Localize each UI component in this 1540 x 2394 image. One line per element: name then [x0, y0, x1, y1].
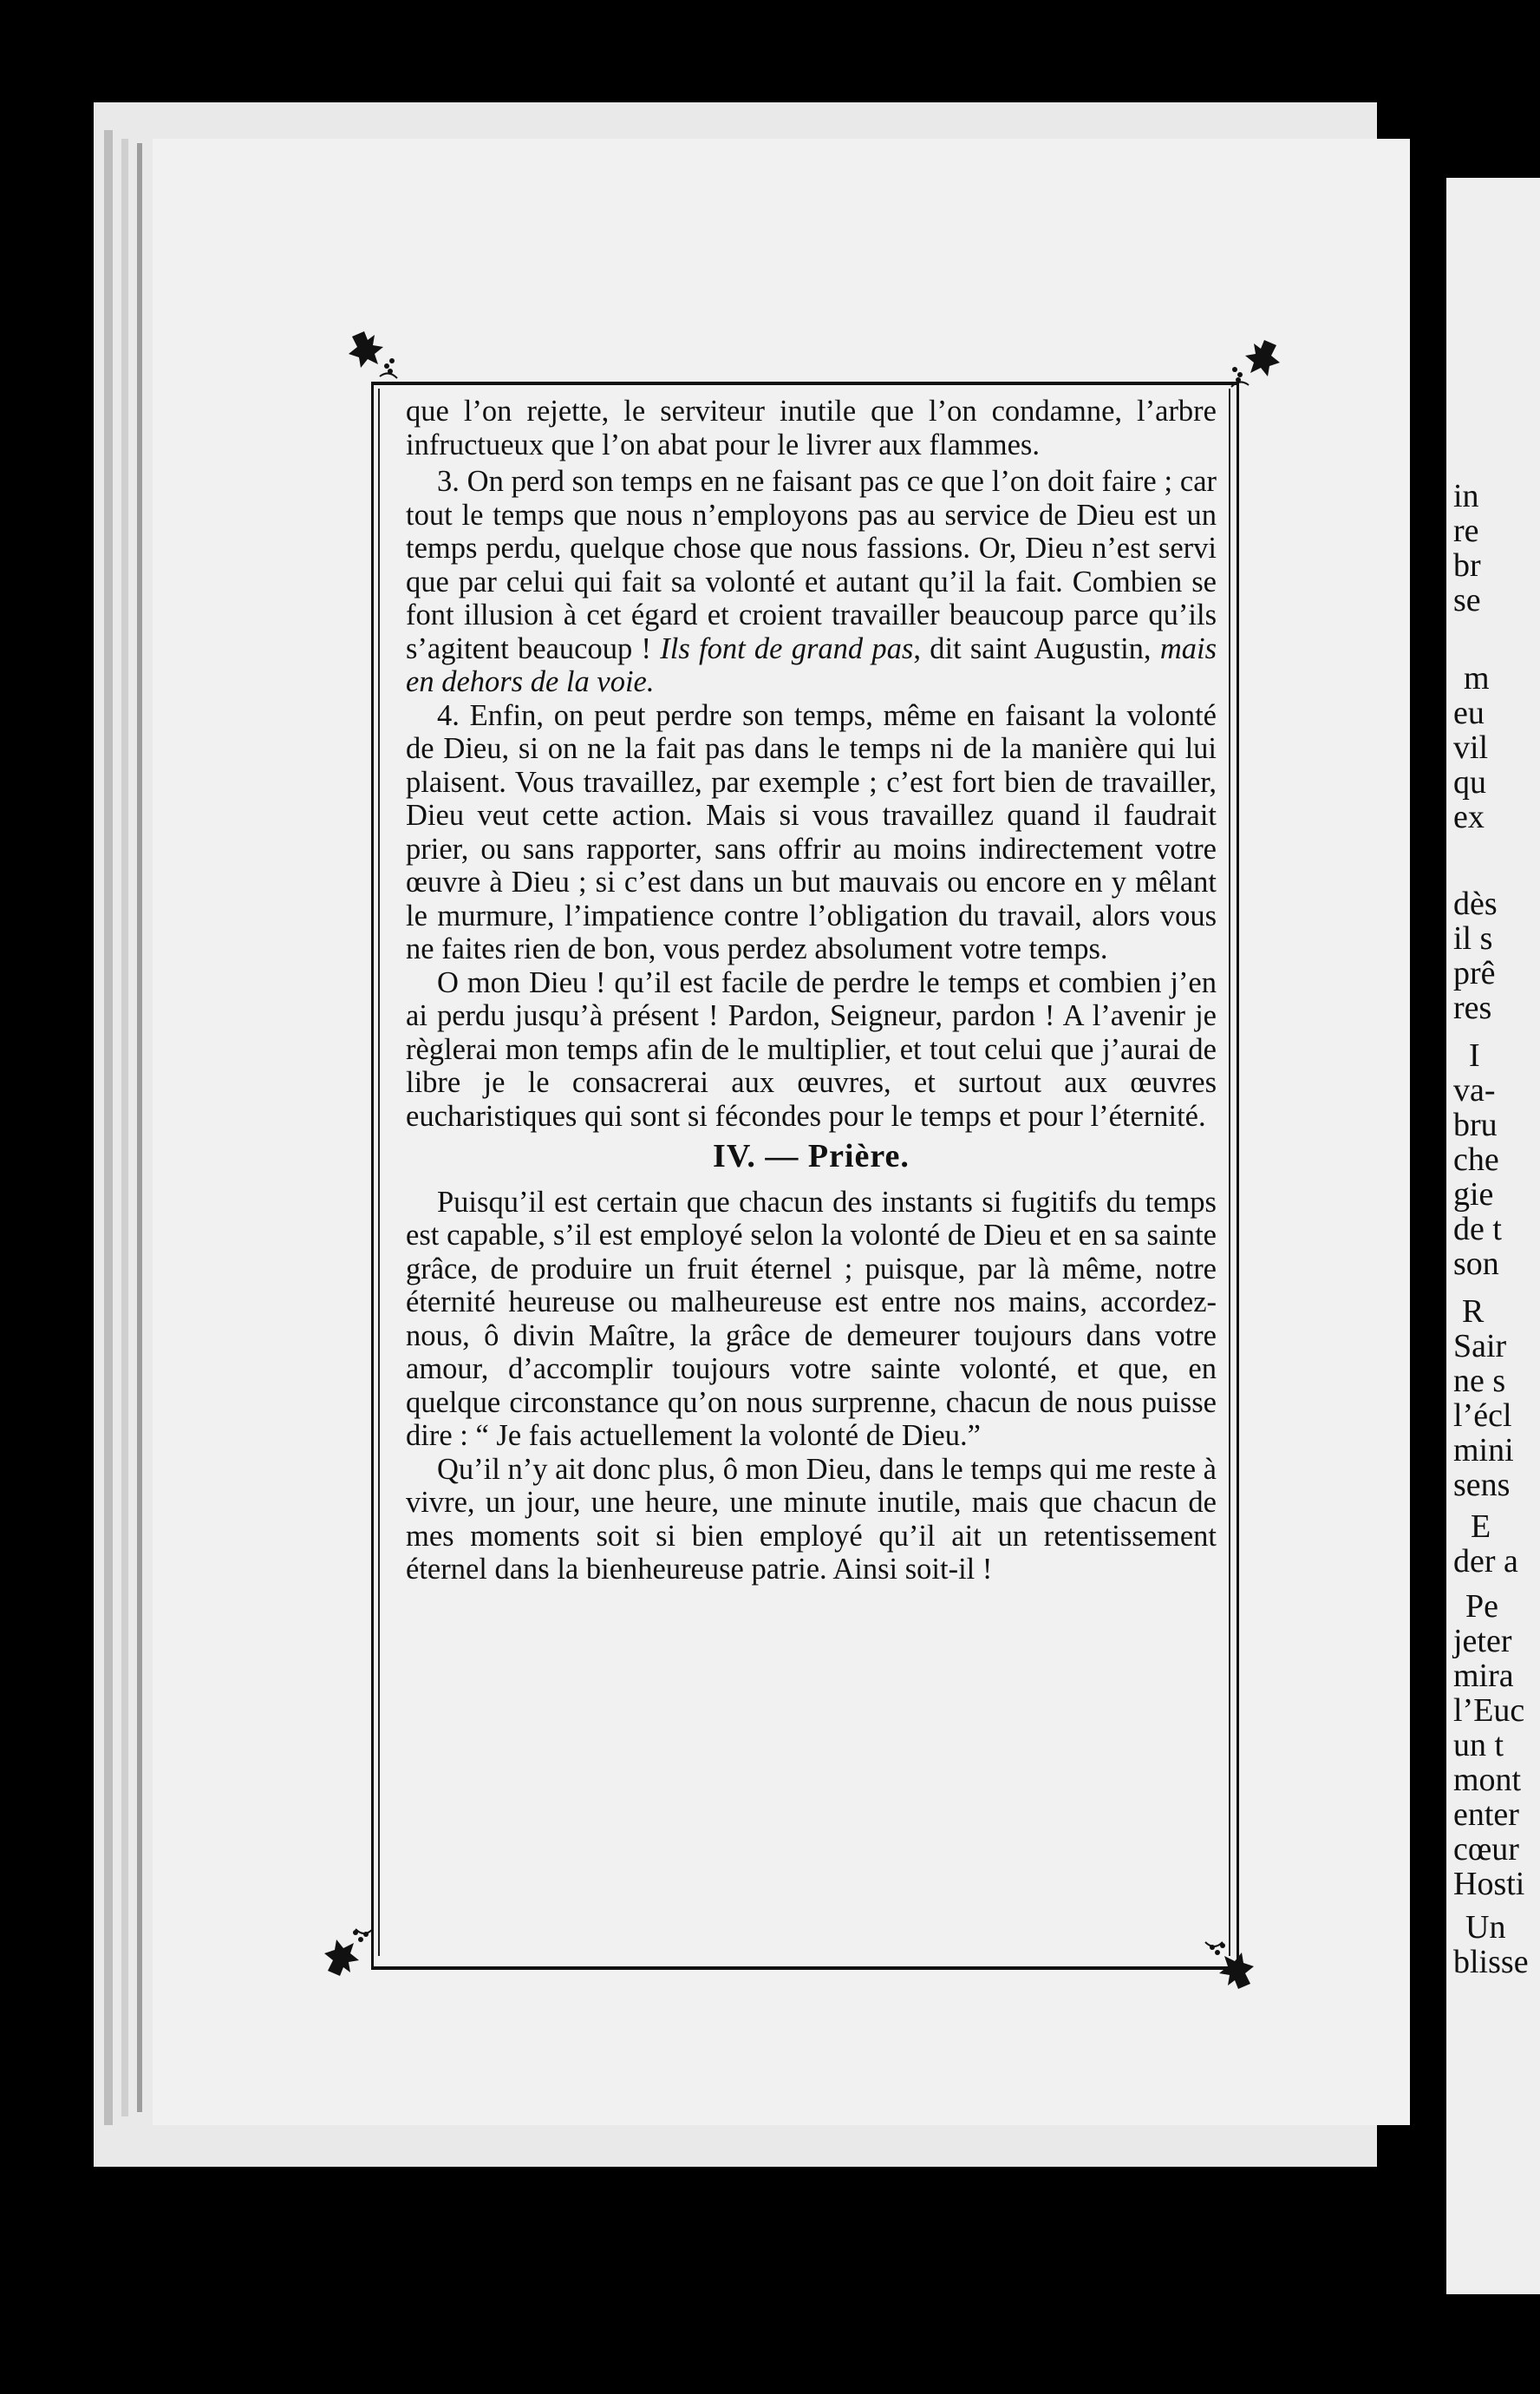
- vine-leaf-ornament-bottom-right-icon: [1204, 1939, 1257, 1992]
- adjacent-page-line: mini: [1453, 1432, 1514, 1468]
- paragraph-invocation: O mon Dieu ! qu’il est facile de perdre le temps et combien j’en ai perdu jusqu’à présent ! Pardon, Seigneur, pardon ! A l’avenir je règlerai mon temps afin de le multiplier, et tout celui que j’aurai de libre je le consacrerai aux œuvres, et surtout aux œuvres eucharistiques qui sont si fécondes pour le temps et pour l’éternité.: [406, 965, 1217, 1133]
- adjacent-page: [1446, 178, 1540, 2294]
- adjacent-page-line: re: [1453, 513, 1479, 549]
- adjacent-page-line: se: [1453, 582, 1481, 618]
- page-edge: [137, 143, 142, 2112]
- adjacent-page-line: mira: [1453, 1658, 1514, 1694]
- adjacent-page-line: blisse: [1453, 1944, 1529, 1980]
- adjacent-page-line: qu: [1453, 764, 1486, 801]
- adjacent-page-line: bru: [1453, 1107, 1498, 1143]
- adjacent-page-line: I: [1469, 1037, 1480, 1074]
- adjacent-page-line: mont: [1453, 1762, 1522, 1798]
- adjacent-page-line: sens: [1453, 1467, 1511, 1503]
- quote-italic: mais en dehors de la voie.: [406, 631, 1217, 698]
- adjacent-page-line: in: [1453, 478, 1479, 514]
- adjacent-page-line: l’écl: [1453, 1397, 1512, 1434]
- adjacent-page-line: Un: [1465, 1909, 1506, 1946]
- page-text: [406, 395, 1217, 1586]
- adjacent-page-line: der a: [1453, 1543, 1518, 1580]
- prayer-paragraph: Puisqu’il est certain que chacun des instants si fugitifs du temps est capable, s’il est employé selon la volonté de Dieu et en sa sainte grâce, de produire un fruit éternel ; puisque, par là même, notre éternité heureuse ou malheureuse est entre nos mains, accordez-nous, ô divin Maître, la grâce de demeurer toujours dans votre amour, d’accomplir toujours votre sainte volonté, et que, en quelque circonstance qu’on nous surprenne, chacun de nous puisse dire : “ Je fais actuellement la volonté de Dieu.”: [406, 1185, 1217, 1452]
- vine-leaf-ornament-top-right-icon: [1230, 337, 1283, 390]
- adjacent-page-line: dès: [1453, 886, 1498, 922]
- prayer-paragraph: Qu’il n’y ait donc plus, ô mon Dieu, dans le temps qui me reste à vivre, un jour, une heure, une minute inutile, mais que chacun de mes moments soit si bien employé qu’il ait un retentissement éternel dans la bienheureuse patrie. Ainsi soit-il !: [406, 1452, 1217, 1586]
- adjacent-page-line: Sair: [1453, 1328, 1507, 1364]
- adjacent-page-line: un t: [1453, 1727, 1504, 1763]
- section-heading: IV. — Prière.: [713, 1138, 910, 1174]
- page-edge: [104, 130, 113, 2125]
- paragraph-continuation: que l’on rejette, le serviteur inutile que l’on condamne, l’arbre infructueux que l’on abat pour le livrer aux flammes.: [406, 395, 1217, 461]
- adjacent-page-line: l’Euc: [1453, 1692, 1525, 1729]
- adjacent-page-line: son: [1453, 1246, 1499, 1282]
- adjacent-page-line: res: [1453, 990, 1492, 1026]
- paragraph-text: , dit saint Augustin,: [913, 631, 1160, 665]
- quote-italic: Ils font de grand pas: [660, 631, 914, 665]
- adjacent-page-line: va-: [1453, 1072, 1496, 1109]
- adjacent-page-line: br: [1453, 547, 1481, 584]
- paragraph-point-3: [406, 465, 1217, 699]
- adjacent-page-line: vil: [1453, 729, 1489, 766]
- adjacent-page-line: ex: [1453, 799, 1485, 835]
- adjacent-page-line: E: [1471, 1508, 1491, 1545]
- paragraph-text: 3. On perd son temps en ne faisant pas ce que l’on doit faire ; car tout le temps que nous n’employons pas au service de Dieu est un temps perdu, quelque chose que nous fassions. Or, Dieu n’est servi que par celui qui fait sa volonté et autant qu’il la fait. Combien se font illusion à cet égard et croient travailler beaucoup parce qu’ils s’agitent beaucoup !: [406, 465, 1217, 665]
- vine-leaf-ornament-bottom-left-icon: [321, 1926, 375, 1979]
- adjacent-page-line: prê: [1453, 955, 1496, 991]
- adjacent-page-line: m: [1464, 660, 1490, 697]
- adjacent-page-line: eu: [1453, 695, 1485, 731]
- adjacent-page-line: R: [1462, 1293, 1485, 1330]
- paragraph-point-4: 4. Enfin, on peut perdre son temps, même en faisant la volonté de Dieu, si on ne la fait pas dans le temps ni de la manière qui lui plaisent. Vous travaillez, par exemple ; c’est fort bien de travailler, Dieu veut cette action. Mais si vous travaillez quand il faudrait prier, ou sans rapporter, sans offrir au moins indirectement votre œuvre à Dieu ; si c’est dans un but mauvais ou encore en y mêlant le murmure, l’impatience contre l’obligation du travail, alors vous ne faites rien de bon, vous perdez absolument votre temps.: [406, 698, 1217, 965]
- adjacent-page-line: il s: [1453, 920, 1493, 957]
- adjacent-page-line: che: [1453, 1141, 1499, 1178]
- adjacent-page-line: jeter: [1453, 1623, 1512, 1659]
- vine-leaf-ornament-top-left-icon: [345, 328, 399, 382]
- adjacent-page-line: Hosti: [1453, 1866, 1525, 1902]
- adjacent-page-line: cœur: [1453, 1831, 1519, 1867]
- adjacent-page-line: de t: [1453, 1211, 1502, 1247]
- adjacent-page-line: gie: [1453, 1176, 1494, 1213]
- adjacent-page-line: enter: [1453, 1796, 1519, 1833]
- page-edge: [121, 139, 128, 2116]
- adjacent-page-line: Pe: [1465, 1588, 1498, 1625]
- adjacent-page-line: ne s: [1453, 1363, 1506, 1399]
